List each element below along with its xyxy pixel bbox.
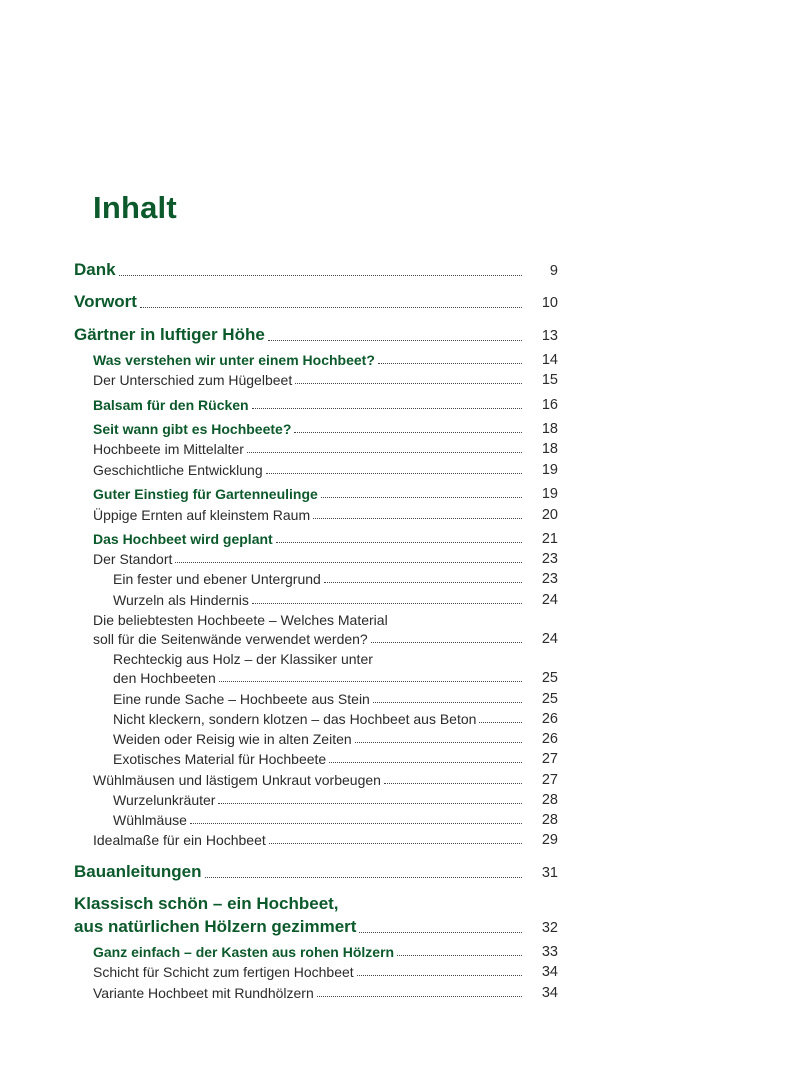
toc-leader [140,307,522,308]
toc-leader [355,742,522,743]
toc-entry-title: Hochbeete im Mittelalter [93,441,244,457]
toc-entry-page: 21 [541,531,558,547]
toc-entry-title: Wühlmäusen und lästigem Unkraut vorbeugen [93,772,381,788]
toc-leader [479,722,522,723]
toc-entry-title-line1: Die beliebtesten Hochbeete – Welches Material [93,612,388,628]
toc-leader [317,996,522,997]
toc-entry-title: Idealmaße für ein Hochbeet [93,832,266,848]
toc-entry-page: 28 [541,812,558,828]
toc-leader [205,877,522,878]
toc-entry-page: 34 [541,985,558,1001]
toc-leader [175,562,522,563]
toc-entry-title: Exotisches Material für Hochbeete [113,751,327,767]
toc-leader [397,955,522,956]
toc-entry-page: 27 [541,772,558,788]
toc-leader [321,497,522,498]
toc-entry-title: Dank [74,260,116,279]
toc-entry-title: Geschichtliche Entwicklung [93,462,263,478]
toc-entry-title-line1: Klassisch schön – ein Hochbeet, [74,894,339,913]
toc-entry-page: 26 [541,731,558,747]
toc-leader [247,452,522,453]
toc-entry-page: 9 [549,263,558,279]
toc-entry-title: Was verstehen wir unter einem Hochbeet? [93,352,375,368]
toc-entry-title: aus natürlichen Hölzern gezimmert [74,917,357,936]
toc-entry-title: Das Hochbeet wird geplant [93,531,273,547]
toc-entry-page: 25 [541,691,558,707]
toc-entry-title: Wurzeln als Hindernis [113,592,249,608]
toc-entry-title: Üppige Ernten auf kleinstem Raum [93,507,311,523]
toc-entry-title: Ganz einfach – der Kasten aus rohen Hölzern [93,944,395,960]
toc-leader [295,383,522,384]
toc-entry-page: 10 [541,295,558,311]
toc-entry-page: 31 [541,865,558,881]
toc-entry-page: 16 [541,397,558,413]
page-title: Inhalt [93,190,177,225]
toc-leader [371,642,522,643]
toc-entry-title: Vorwort [74,292,137,311]
toc-entry-title: Gärtner in luftiger Höhe [74,325,265,344]
toc-leader [313,518,522,519]
toc-entry-title: Weiden oder Reisig wie in alten Zeiten [113,731,352,747]
toc-leader [329,762,522,763]
toc-leader [324,582,522,583]
toc-entry-page: 33 [541,944,558,960]
toc-leader [252,408,522,409]
toc-entry-title: soll für die Seitenwände verwendet werden? [93,631,368,647]
toc-entry-page: 18 [541,421,558,437]
toc-entry-page: 15 [541,372,558,388]
toc-leader [357,975,522,976]
toc-leader [269,843,522,844]
toc-leader [378,363,522,364]
toc-entry-title-line1: Rechteckig aus Holz – der Klassiker unter [113,651,373,667]
toc-entry-page: 18 [541,441,558,457]
toc-entry-page: 34 [541,964,558,980]
toc-leader [268,340,522,341]
toc-entry-page: 24 [541,592,558,608]
toc-entry-page: 20 [541,507,558,523]
toc-entry-title: Guter Einstieg für Gartenneulinge [93,486,318,502]
toc-entry-title: Schicht für Schicht zum fertigen Hochbeet [93,964,354,980]
toc-leader [218,803,522,804]
toc-entry-page: 23 [541,551,558,567]
toc-entry-page: 13 [541,328,558,344]
toc-entry-title: Seit wann gibt es Hochbeete? [93,421,292,437]
toc-entry-page: 19 [541,462,558,478]
toc-leader [384,783,522,784]
toc-leader [294,432,522,433]
toc-entry-title: Der Unterschied zum Hügelbeet [93,372,293,388]
toc-entry-title: den Hochbeeten [113,670,216,686]
toc-entry-page: 28 [541,792,558,808]
toc-entry-page: 25 [541,670,558,686]
toc-leader [190,823,522,824]
toc-leader [359,932,522,933]
toc-leader [373,702,522,703]
toc-leader [266,473,522,474]
toc-entry-title: Ein fester und ebener Untergrund [113,571,321,587]
toc-entry-title: Variante Hochbeet mit Rundhölzern [93,985,314,1001]
toc-entry-page: 24 [541,631,558,647]
toc-leader [276,542,522,543]
toc-entry-title: Eine runde Sache – Hochbeete aus Stein [113,691,370,707]
toc-entry-title: Bauanleitungen [74,862,202,881]
toc-entry-title: Balsam für den Rücken [93,397,249,413]
toc-entry-title: Wurzelunkräuter [113,792,216,808]
toc-entry-page: 29 [541,832,558,848]
toc-entry-page: 27 [541,751,558,767]
toc-entry-page: 26 [541,711,558,727]
toc-entry-title: Nicht kleckern, sondern klotzen – das Hochbeet aus Beton [113,711,477,727]
toc-leader [252,603,522,604]
toc-entry-page: 23 [541,571,558,587]
toc-entry-title: Wühlmäuse [113,812,187,828]
toc-entry-page: 32 [541,920,558,936]
toc-leader [119,275,522,276]
toc-entry-title: Der Standort [93,551,173,567]
toc-entry-page: 19 [541,486,558,502]
toc-entry-page: 14 [541,352,558,368]
toc-leader [219,681,522,682]
